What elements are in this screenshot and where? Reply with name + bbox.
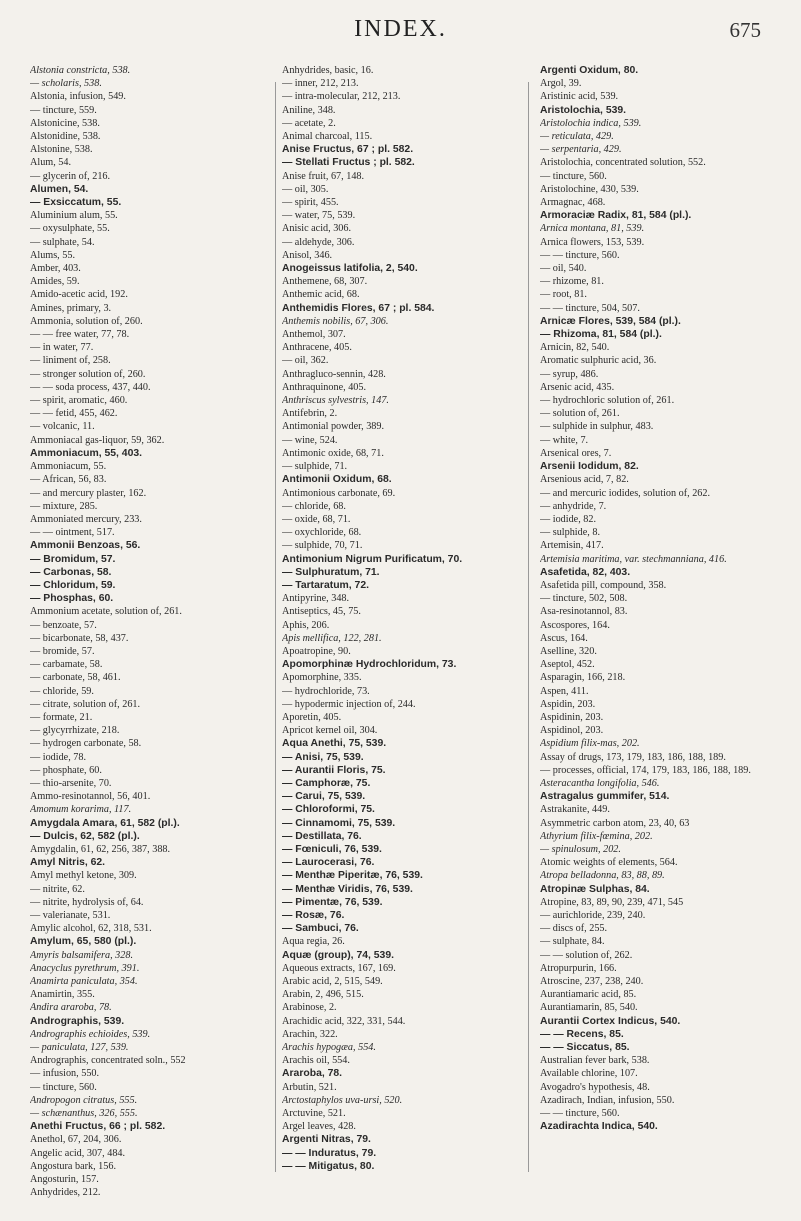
index-entry: Antifebrin, 2. (282, 408, 338, 420)
index-entry: — spirit, aromatic, 460. (30, 395, 128, 407)
index-entry: Aristolochia, concentrated solution, 552. (540, 157, 706, 169)
index-entry: Anthracene, 405. (282, 342, 352, 354)
index-entry: Amides, 59. (30, 276, 80, 288)
index-entry: Anethi Fructus, 66 ; pl. 582. (30, 1121, 166, 1133)
index-entry: Amyris balsamifera, 328. (30, 949, 134, 961)
index-entry: Arnica montana, 81, 539. (540, 223, 645, 235)
index-entry: — mixture, 285. (30, 500, 98, 512)
index-entry: Antiseptics, 45, 75. (282, 606, 361, 618)
index-entry: Argenti Nitras, 79. (282, 1134, 371, 1146)
index-entry: Atropa belladonna, 83, 88, 89. (540, 870, 665, 882)
index-entry: — Chloroformi, 75. (282, 804, 375, 816)
index-entry: Arsenii Iodidum, 82. (540, 461, 639, 473)
index-entry: Alstonine, 538. (30, 144, 93, 156)
index-entry: — scholaris, 538. (30, 78, 102, 90)
index-entry: Aurantii Cortex Indicus, 540. (540, 1015, 681, 1027)
index-entry: — bicarbonate, 58, 437. (30, 632, 129, 644)
index-entry: Aniline, 348. (282, 104, 336, 116)
index-entry: — Phosphas, 60. (30, 593, 114, 605)
index-entry: Arnica flowers, 153, 539. (540, 236, 645, 248)
index-entry: — carbamate, 58. (30, 659, 103, 671)
index-entry: — hydrochloric solution of, 261. (540, 395, 675, 407)
index-entry: Azadirach, Indian, infusion, 550. (540, 1094, 675, 1106)
index-entry: — Chloridum, 59. (30, 579, 116, 591)
index-entry: Arabic acid, 2, 515, 549. (282, 976, 383, 988)
index-entry: Aristolochia, 539. (540, 104, 627, 116)
index-entry: Atropinæ Sulphas, 84. (540, 883, 650, 895)
index-entry: Antimonium Nigrum Purificatum, 70. (282, 553, 463, 565)
index-entry: Astragalus gummifer, 514. (540, 791, 670, 803)
index-entry: Amylic alcohol, 62, 318, 531. (30, 923, 152, 935)
index-entry: Aristinic acid, 539. (540, 91, 619, 103)
column-divider (528, 82, 529, 1172)
index-entry: Anhydrides, 212. (30, 1187, 101, 1199)
index-entry: — solution of, 261. (540, 408, 620, 420)
index-entry: — Rhizoma, 81, 584 (pl.). (540, 329, 662, 341)
index-entry: Amido-acetic acid, 192. (30, 289, 128, 301)
index-entry: Asa-resinotannol, 83. (540, 606, 628, 618)
index-entry: — — solution of, 262. (540, 949, 633, 961)
index-entry: Aurantiamaric acid, 85. (540, 989, 637, 1001)
index-entry: — hypodermic injection of, 244. (282, 698, 416, 710)
index-entry: Ammoniacum, 55, 403. (30, 447, 143, 459)
index-entry: — Sambuci, 76. (282, 923, 359, 935)
index-entry: — carbonate, 58, 461. (30, 672, 121, 684)
index-entry: — inner, 212, 213. (282, 78, 359, 90)
index-entry: Amber, 403. (30, 263, 81, 275)
index-entry: — Fœniculi, 76, 539. (282, 843, 382, 855)
index-entry: Antimonii Oxidum, 68. (282, 474, 392, 486)
index-entry: Assay of drugs, 173, 179, 183, 186, 188, 189. (540, 751, 726, 763)
index-entry: Armagnac, 468. (540, 197, 606, 209)
index-entry: Avogadro's hypothesis, 48. (540, 1081, 650, 1093)
index-entry: Atomic weights of elements, 564. (540, 857, 678, 869)
index-entry: Aspidinol, 203. (540, 725, 604, 737)
index-entry: Arsenious acid, 7, 82. (540, 474, 629, 486)
index-entry: Anthemis nobilis, 67, 306. (282, 315, 389, 327)
index-entry: Argel leaves, 428. (282, 1121, 356, 1133)
index-entry: — — Mitigatus, 80. (282, 1160, 375, 1172)
index-entry: — wine, 524. (282, 434, 338, 446)
index-entry: Ammoniacum, 55. (30, 461, 107, 473)
index-entry: Ascospores, 164. (540, 619, 610, 631)
index-entry: — Sulphuratum, 71. (282, 566, 380, 578)
index-entry: Australian fever bark, 538. (540, 1055, 650, 1067)
page-number: 675 (729, 18, 761, 42)
index-entry: Ammoniacal gas-liquor, 59, 362. (30, 434, 165, 446)
index-entry: Atropine, 83, 89, 90, 239, 471, 545 (540, 896, 684, 908)
index-entry: — — tincture, 560. (540, 249, 620, 261)
index-entry: — aurichloride, 239, 240. (540, 910, 646, 921)
index-entry: Aquæ (group), 74, 539. (282, 949, 395, 961)
index-entry: — Carbonas, 58. (30, 566, 112, 578)
index-entry: Antipyrine, 348. (282, 593, 350, 605)
index-entry: Andrographis, concentrated soln., 552 (30, 1055, 186, 1067)
index-entry: Arnicin, 82, 540. (540, 342, 610, 354)
index-entry: Animal charcoal, 115. (282, 131, 373, 143)
index-entry: — anhydride, 7. (540, 500, 607, 512)
index-entry: Amines, primary, 3. (30, 302, 112, 314)
index-entry: Arctostaphylos uva-ursi, 520. (282, 1094, 403, 1106)
index-entry: Andira araroba, 78. (30, 1002, 112, 1014)
index-entry: — glycyrrhizate, 218. (30, 725, 120, 737)
index-entry: Alstonicine, 538. (30, 117, 100, 129)
index-entry: Angostura bark, 156. (30, 1160, 117, 1172)
index-entry: — Anisi, 75, 539. (282, 751, 364, 763)
index-entry: — thio-arsenite, 70. (30, 777, 112, 789)
index-entry: — iodide, 78. (30, 751, 87, 763)
index-entry: — Laurocerasi, 76. (282, 857, 375, 869)
index-entry: — sulphate, 54. (30, 236, 95, 248)
index-entry: Aphis, 206. (282, 619, 330, 631)
index-entry: — Destillata, 76. (282, 830, 362, 842)
index-entry: Asparagin, 166, 218. (540, 672, 626, 684)
index-entry: — discs of, 255. (540, 923, 608, 935)
index-entry: — spirit, 455. (282, 197, 339, 209)
index-entry: — chloride, 59. (30, 685, 94, 697)
index-entry: — water, 75, 539. (282, 210, 356, 222)
index-entry: — nitrite, hydrolysis of, 64. (30, 896, 144, 908)
index-entry: — sulphide in sulphur, 483. (540, 421, 654, 433)
index-entry: — hydrogen carbonate, 58. (30, 738, 142, 750)
index-entry: Arbutin, 521. (282, 1081, 337, 1093)
index-entry: Alstonia constricta, 538. (30, 65, 131, 76)
index-entry: — spinulosum, 202. (540, 843, 621, 855)
index-entry: Anthriscus sylvestris, 147. (282, 395, 389, 407)
index-entry: — — ointment, 517. (30, 527, 115, 539)
index-entry: — syrup, 486. (540, 368, 599, 380)
index-entry: Ammonium acetate, solution of, 261. (30, 606, 182, 618)
index-entry: — benzoate, 57. (30, 619, 97, 631)
index-entry: Artemisin, 417. (540, 540, 604, 552)
index-entry: — Bromidum, 57. (30, 553, 116, 565)
index-entry: — schænanthus, 326, 555. (30, 1108, 138, 1120)
index-entry: Anogeissus latifolia, 2, 540. (282, 263, 418, 275)
index-entry: Anhydrides, basic, 16. (282, 65, 374, 76)
index-entry: — citrate, solution of, 261. (30, 698, 141, 710)
index-entry: Amygdala Amara, 61, 582 (pl.). (30, 817, 180, 829)
index-entry: — — soda process, 437, 440. (30, 381, 151, 393)
index-entry: — glycerin of, 216. (30, 170, 111, 182)
index-entry: — serpentaria, 429. (540, 144, 622, 156)
index-entry: Anisic acid, 306. (282, 223, 352, 235)
index-entry: — paniculata, 127, 539. (30, 1042, 129, 1054)
index-entry: Ascus, 164. (540, 632, 588, 644)
index-entry: — — free water, 77, 78. (30, 329, 130, 341)
index-entry: Anthemidis Flores, 67 ; pl. 584. (282, 302, 435, 314)
index-entry: — tincture, 560. (30, 1081, 97, 1093)
index-entry: — root, 81. (540, 289, 587, 301)
index-entry: Amygdalin, 61, 62, 256, 387, 388. (30, 843, 171, 855)
index-entry: — — Induratus, 79. (282, 1147, 377, 1159)
index-entry: Andropogon citratus, 555. (30, 1094, 138, 1106)
page-title: INDEX. (354, 16, 447, 42)
index-entry: — formate, 21. (30, 711, 93, 723)
index-entry: Asteracantha longifolia, 546. (540, 777, 660, 789)
index-entry: Andrographis echioides, 539. (30, 1028, 151, 1040)
index-entry: — — tincture, 560. (540, 1108, 620, 1120)
index-entry: Angosturin, 157. (30, 1174, 99, 1186)
index-entry: Apomorphinæ Hydrochloridum, 73. (282, 659, 457, 671)
index-entry: Arsenic acid, 435. (540, 381, 615, 393)
index-entry: Anacyclus pyrethrum, 391. (30, 962, 140, 974)
index-entry: Amyl Nitris, 62. (30, 857, 106, 869)
index-entry: Anisol, 346. (282, 249, 333, 261)
index-entry: Angelic acid, 307, 484. (30, 1147, 126, 1159)
index-entry: — sulphide, 8. (540, 527, 600, 539)
page-header (0, 14, 801, 54)
index-entry: Anise fruit, 67, 148. (282, 170, 365, 182)
index-entry: — oxychloride, 68. (282, 527, 362, 539)
index-entry: Asafetida pill, compound, 358. (540, 579, 667, 591)
index-entry: Alstonidine, 538. (30, 131, 101, 143)
index-entry: — tincture, 560. (540, 170, 607, 182)
index-entry: Available chlorine, 107. (540, 1068, 638, 1080)
index-entry: — hydrochloride, 73. (282, 685, 370, 697)
index-entry: — — tincture, 504, 507. (540, 302, 640, 314)
index-entry: — Dulcis, 62, 582 (pl.). (30, 830, 140, 842)
index-entry: — acetate, 2. (282, 117, 336, 129)
index-entry: Amomum korarima, 117. (30, 804, 132, 816)
index-entry: Asafetida, 82, 403. (540, 566, 631, 578)
index-entry: Ammo-resinotannol, 56, 401. (30, 791, 151, 803)
index-entry: Anthemol, 307. (282, 329, 346, 341)
index-entry: Asymmetric carbon atom, 23, 40, 63 (540, 817, 690, 829)
index-entry: — nitrite, 62. (30, 883, 85, 895)
index-entry: — Cinnamomi, 75, 539. (282, 817, 396, 829)
index-entry: Aselline, 320. (540, 645, 597, 657)
index-entry: Aseptol, 452. (540, 659, 595, 671)
index-entry: — oxysulphate, 55. (30, 223, 110, 235)
index-entry: Aluminium alum, 55. (30, 210, 118, 222)
index-entry: — reticulata, 429. (540, 131, 614, 143)
index-entry: Artemisia maritima, var. stechmanniana, 416. (540, 553, 727, 565)
index-entry: — — Recens, 85. (540, 1028, 624, 1040)
index-entry: Antimonial powder, 389. (282, 421, 385, 433)
index-entry: Amyl methyl ketone, 309. (30, 870, 137, 882)
index-entry: — oil, 305. (282, 183, 329, 195)
index-entry: Armoraciæ Radix, 81, 584 (pl.). (540, 210, 692, 222)
index-column-middle (282, 64, 528, 1173)
index-entry: — oxide, 68, 71. (282, 513, 351, 525)
index-entry: Anthraquinone, 405. (282, 381, 367, 393)
index-entry: Alum, 54. (30, 157, 72, 169)
index-entry: Aporetin, 405. (282, 711, 342, 723)
index-entry: Argol, 39. (540, 78, 582, 90)
index-entry: Arachis hypogæa, 554. (282, 1042, 376, 1054)
index-entry: — stronger solution of, 260. (30, 368, 146, 380)
index-entry: Aurantiamarin, 85, 540. (540, 1002, 638, 1014)
index-entry: — iodide, 82. (540, 513, 597, 525)
index-entry: Atroscine, 237, 238, 240. (540, 976, 644, 988)
index-entry: Aromatic sulphuric acid, 36. (540, 355, 657, 367)
index-entry: — sulphate, 84. (540, 936, 605, 948)
index-entry: — Menthæ Viridis, 76, 539. (282, 883, 413, 895)
index-entry: — sulphide, 70, 71. (282, 540, 363, 552)
index-entry: Anamirta paniculata, 354. (30, 976, 138, 988)
index-entry: — processes, official, 174, 179, 183, 186, 188, 189. (540, 764, 751, 776)
index-entry: Arabinose, 2. (282, 1002, 337, 1014)
index-entry: — tincture, 559. (30, 104, 97, 116)
index-entry: — oil, 540. (540, 263, 587, 275)
index-entry: Athyrium filix-fœmina, 202. (540, 830, 653, 842)
index-entry: Alums, 55. (30, 249, 75, 261)
index-entry: — Pimentæ, 76, 539. (282, 896, 383, 908)
index-entry: — infusion, 550. (30, 1068, 100, 1080)
index-entry: — intra-molecular, 212, 213. (282, 91, 401, 103)
index-entry: Apis mellifica, 122, 281. (282, 632, 382, 644)
index-entry: Aqueous extracts, 167, 169. (282, 962, 396, 974)
index-entry: Anthemene, 68, 307. (282, 276, 368, 288)
index-entry: Anise Fructus, 67 ; pl. 582. (282, 144, 414, 156)
index-entry: — rhizome, 81. (540, 276, 604, 288)
index-entry: Ammoniated mercury, 233. (30, 513, 142, 525)
index-entry: — Exsiccatum, 55. (30, 197, 122, 209)
index-entry: — in water, 77. (30, 342, 94, 354)
index-entry: Aspidinin, 203. (540, 711, 604, 723)
index-entry: — and mercury plaster, 162. (30, 487, 147, 499)
index-entry: Andrographis, 539. (30, 1015, 125, 1027)
index-entry: — Tartaratum, 72. (282, 579, 370, 591)
index-entry: Apricot kernel oil, 304. (282, 725, 378, 737)
index-entry: — Carui, 75, 539. (282, 791, 366, 803)
index-entry: Arnicæ Flores, 539, 584 (pl.). (540, 315, 681, 327)
index-entry: Araroba, 78. (282, 1068, 343, 1080)
index-entry: — tincture, 502, 508. (540, 593, 628, 605)
index-entry: — phosphate, 60. (30, 764, 102, 776)
index-entry: Arsenical ores, 7. (540, 447, 612, 459)
index-entry: — Camphoræ, 75. (282, 777, 371, 789)
index-column-left (30, 64, 276, 1199)
index-entry: Ammonia, solution of, 260. (30, 315, 143, 327)
index-entry: Atropurpurin, 166. (540, 962, 617, 974)
index-entry: — — Siccatus, 85. (540, 1042, 630, 1054)
index-entry: — Menthæ Piperitæ, 76, 539. (282, 870, 423, 882)
index-entry: Ammonii Benzoas, 56. (30, 540, 141, 552)
index-entry: Antimonious carbonate, 69. (282, 487, 396, 499)
index-entry: Arctuvine, 521. (282, 1108, 346, 1120)
index-entry: Alstonia, infusion, 549. (30, 91, 126, 103)
index-entry: Arachidic acid, 322, 331, 544. (282, 1015, 406, 1027)
index-entry: Arachin, 322. (282, 1028, 338, 1040)
index-entry: — chloride, 68. (282, 500, 346, 512)
index-entry: Aspidin, 203. (540, 698, 596, 710)
index-entry: Anthemic acid, 68. (282, 289, 360, 301)
index-entry: — valerianate, 531. (30, 910, 111, 921)
index-entry: — bromide, 57. (30, 645, 95, 657)
index-entry: Aspidium filix-mas, 202. (540, 738, 640, 750)
index-entry: — and mercuric iodides, solution of, 262. (540, 487, 711, 499)
index-entry: Azadirachta Indica, 540. (540, 1121, 658, 1133)
index-entry: Alumen, 54. (30, 183, 89, 195)
index-entry: — African, 56, 83. (30, 474, 107, 486)
index-entry: — volcanic, 11. (30, 421, 95, 433)
index-entry: Aristolochia indica, 539. (540, 117, 642, 129)
index-entry: Amylum, 65, 580 (pl.). (30, 936, 137, 948)
index-entry: — — fetid, 455, 462. (30, 408, 118, 420)
index-entry: Argenti Oxidum, 80. (540, 65, 639, 76)
index-entry: Aristolochine, 430, 539. (540, 183, 639, 195)
index-entry: Anethol, 67, 204, 306. (30, 1134, 122, 1146)
index-entry: — aldehyde, 306. (282, 236, 355, 248)
index-entry: — Stellati Fructus ; pl. 582. (282, 157, 415, 169)
index-entry: Arachis oil, 554. (282, 1055, 350, 1067)
index-entry: — Rosæ, 76. (282, 910, 345, 921)
index-column-right (540, 64, 786, 1133)
index-entry: Antimonic oxide, 68, 71. (282, 447, 384, 459)
index-entry: Anthragluco-sennin, 428. (282, 368, 386, 380)
index-entry: Apomorphine, 335. (282, 672, 362, 684)
index-entry: — Aurantii Floris, 75. (282, 764, 386, 776)
index-entry: — sulphide, 71. (282, 461, 348, 473)
index-entry: Aspen, 411. (540, 685, 589, 697)
index-entry: Apoatropine, 90. (282, 645, 351, 657)
index-entry: Anamirtin, 355. (30, 989, 95, 1001)
index-entry: Astrakanite, 449. (540, 804, 610, 816)
index-entry: — liniment of, 258. (30, 355, 111, 367)
index-entry: Aqua Anethi, 75, 539. (282, 738, 387, 750)
index-entry: — oil, 362. (282, 355, 329, 367)
index-entry: Arabin, 2, 496, 515. (282, 989, 364, 1001)
index-entry: Aqua regia, 26. (282, 936, 345, 948)
index-entry: — white, 7. (540, 434, 589, 446)
